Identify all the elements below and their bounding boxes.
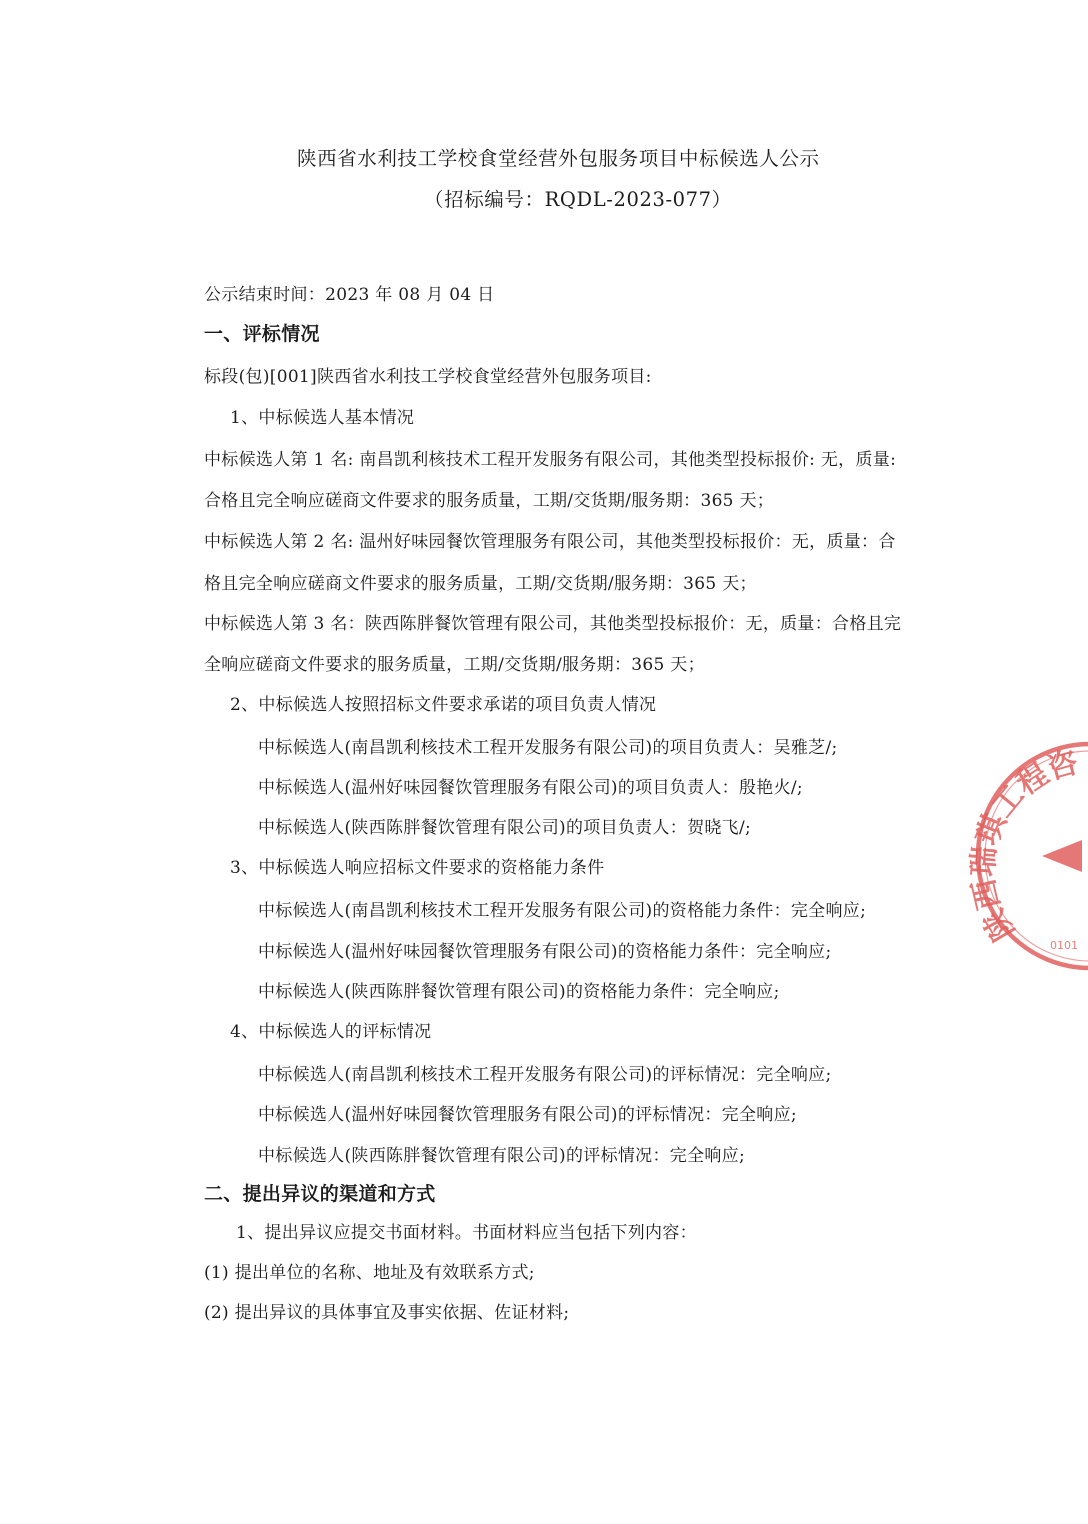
qualification-line: 中标候选人(温州好味园餐饮管理服务有限公司)的资格能力条件：完全响应;: [258, 942, 832, 962]
evaluation-line: 中标候选人(南昌凯利核技术工程开发服务有限公司)的评标情况：完全响应;: [258, 1065, 832, 1085]
candidate-line: 中标候选人第 3 名：陕西陈胖餐饮管理有限公司，其他类型投标报价：无，质量：合格且完: [204, 614, 902, 634]
candidate-line: 合格且完全响应磋商文件要求的服务质量，工期/交货期/服务期：365 天；: [204, 491, 775, 511]
subsection-title-basic-info: 1、中标候选人基本情况: [230, 408, 415, 428]
objection-intro: 1、提出异议应提交书面材料。书面材料应当包括下列内容：: [236, 1223, 697, 1243]
section-heading-objection: 二、提出异议的渠道和方式: [204, 1183, 436, 1205]
package-line: 标段(包)[001]陕西省水利技工学校食堂经营外包服务项目:: [204, 367, 652, 387]
leader-line: 中标候选人(陕西陈胖餐饮管理有限公司)的项目负责人：贺晓飞/;: [258, 818, 752, 838]
document-subtitle: （招标编号：RQDL-2023-077）: [424, 188, 732, 211]
leader-line: 中标候选人(南昌凯利核技术工程开发服务有限公司)的项目负责人：吴雅芝/;: [258, 738, 838, 758]
candidate-line: 全响应磋商文件要求的服务质量，工期/交货期/服务期：365 天；: [204, 655, 705, 675]
candidate-line: 中标候选人第 1 名: 南昌凯利核技术工程开发服务有限公司，其他类型投标报价: 无，质量:: [204, 450, 897, 470]
candidate-line: 中标候选人第 2 名: 温州好味园餐饮管理服务有限公司，其他类型投标报价：无，质量：合: [204, 532, 896, 552]
seal-star-icon: [1042, 840, 1082, 872]
evaluation-line: 中标候选人(陕西陈胖餐饮管理有限公司)的评标情况：完全响应;: [258, 1146, 745, 1166]
seal-code: 0101: [1050, 939, 1078, 952]
document-title: 陕西省水利技工学校食堂经营外包服务项目中标候选人公示: [297, 147, 820, 170]
objection-item: (2) 提出异议的具体事宜及事实依据、佐证材料;: [204, 1303, 570, 1323]
qualification-line: 中标候选人(南昌凯利核技术工程开发服务有限公司)的资格能力条件：完全响应;: [258, 901, 867, 921]
objection-item: (1) 提出单位的名称、地址及有效联系方式;: [204, 1263, 535, 1283]
qualification-line: 中标候选人(陕西陈胖餐饮管理有限公司)的资格能力条件：完全响应;: [258, 982, 780, 1002]
evaluation-line: 中标候选人(温州好味园餐饮管理服务有限公司)的评标情况：完全响应;: [258, 1105, 797, 1125]
company-seal: [965, 745, 1088, 972]
section-heading-evaluation: 一、评标情况: [204, 323, 320, 345]
notice-end-time: 公示结束时间：2023 年 08 月 04 日: [204, 285, 495, 305]
leader-line: 中标候选人(温州好味园餐饮管理服务有限公司)的项目负责人：殷艳火/;: [258, 778, 803, 798]
subsection-title-project-leader: 2、中标候选人按照招标文件要求承诺的项目负责人情况: [230, 695, 657, 715]
subsection-title-qualification: 3、中标候选人响应招标文件要求的资格能力条件: [230, 858, 605, 878]
candidate-line: 格且完全响应磋商文件要求的服务质量，工期/交货期/服务期：365 天；: [204, 574, 757, 594]
seal-text: 陕西瑞琪工程咨: [965, 745, 1082, 947]
subsection-title-evaluation: 4、中标候选人的评标情况: [230, 1022, 432, 1042]
